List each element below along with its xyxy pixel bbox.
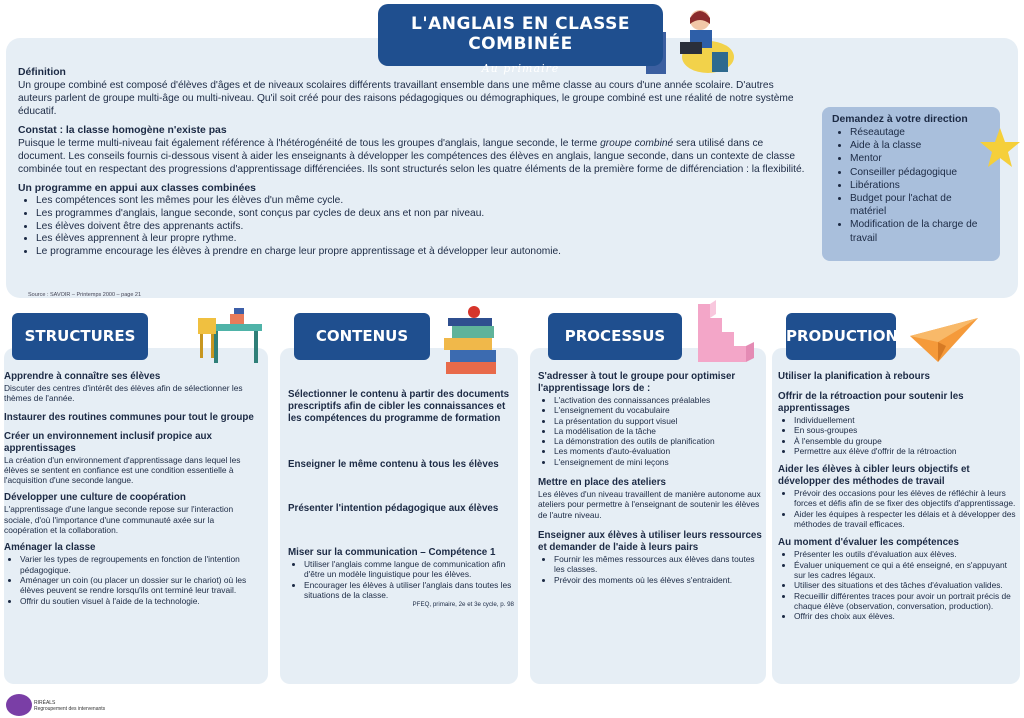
structures-s5-list — [20, 554, 256, 605]
list-item: • Mentor — [850, 152, 990, 165]
title-banner — [378, 4, 663, 75]
processus-p2-title: Mettre en place des ateliers — [538, 477, 666, 489]
list-item: • Les élèves apprennent à leur propre rythme. — [36, 233, 808, 246]
contenus-source: PFEQ, primaire, 2e et 3e cycle, p. 98 — [412, 601, 514, 609]
structures-s3-text: La création d'un environnement d'apprentissage dans lequel les élèves se sentent en confiance est une condition essentielle à l'acquisition d'une seconde langue. — [4, 454, 241, 486]
list-item: • Utiliser des situations et des tâches d'évaluation valides. — [794, 580, 1016, 590]
productions-r2-title: Offrir de la rétroaction pour soutenir les apprentissages — [778, 391, 964, 414]
processus-p2-text: Les élèves d'un niveau travaillent de manière autonome aux ateliers pour permettre à l'enseignant de soutenir les élèves de l'autre niveau. — [538, 489, 761, 520]
constat-text — [18, 137, 808, 176]
structures-s1-title: Apprendre à connaître ses élèves — [4, 371, 161, 382]
contenus-c4-title: Miser sur la communication – Compétence 1 — [288, 547, 496, 558]
organization-logo — [6, 694, 32, 716]
contenus-c3-title: Présenter l'intention pédagogique aux élèves — [288, 503, 499, 514]
productions-r3-list — [794, 488, 1016, 529]
processus-header: PROCESSUS — [548, 313, 682, 360]
productions-header: PRODUCTIONS — [786, 313, 896, 360]
list-item: • L'enseignement du vocabulaire — [554, 405, 762, 415]
list-item: • L'activation des connaissances préalables — [554, 395, 762, 405]
list-item: • Les compétences sont les mêmes pour les élèves d'un même cycle. — [36, 195, 808, 208]
programme-title: Un programme en appui aux classes combinées — [18, 183, 256, 194]
list-item: • Conseiller pédagogique — [850, 166, 990, 179]
direction-box — [822, 107, 1000, 261]
processus-p1-title: S'adresser à tout le groupe pour optimiser l'apprentissage lors de : — [538, 371, 736, 394]
stairs-icon — [694, 300, 758, 366]
list-item: • Budget pour l'achat de matériel — [850, 192, 990, 218]
paper-plane-icon — [908, 314, 980, 364]
productions-r3-title: Aider les élèves à cibler leurs objectifs et développer des méthodes de travail — [778, 464, 970, 488]
structures-body — [4, 366, 256, 606]
productions-r4-title: Au moment d'évaluer les compétences — [778, 537, 959, 549]
list-item: • Le programme encourage les élèves à prendre en charge leur propre apprentissage et à développer leur autonomie. — [36, 246, 808, 259]
page-subtitle: Au primaire — [481, 62, 560, 75]
processus-p3-title: Enseigner aux élèves à utiliser leurs ressources et demander de l'aide à leurs pairs — [538, 529, 762, 553]
productions-body — [778, 366, 1016, 621]
structures-s3-title: Créer un environnement inclusif propice aux apprentissages — [4, 430, 212, 454]
contenus-c2-title: Enseigner le même contenu à tous les élèves — [288, 459, 499, 470]
list-item: • L'enseignement de mini leçons — [554, 457, 762, 467]
processus-p1-list — [554, 395, 762, 467]
structures-s1-text: Discuter des centres d'intérêt des élèves afin de sélectionner les thèmes de l'année. — [4, 383, 243, 404]
processus-p3-list — [554, 554, 762, 585]
contenus-c1-title: Sélectionner le contenu à partir des documents prescriptifs afin de cibler les connaissances et les compétences du programme de formation — [288, 389, 510, 424]
list-item: • La modélisation de la tâche — [554, 426, 762, 436]
structures-s4-text: L'apprentissage d'une langue seconde repose sur l'interaction sociale, d'où l'importance d'une communauté axée sur la coopération et la collaboration. — [4, 504, 234, 536]
star-icon — [978, 126, 1022, 170]
list-item: • La démonstration des outils de planification — [554, 436, 762, 446]
list-item: • Libérations — [850, 179, 990, 192]
direction-list — [850, 126, 990, 245]
page-title: L'ANGLAIS EN CLASSE COMBINÉE — [411, 14, 630, 54]
desk-icon — [196, 306, 268, 368]
constat-title: Constat : la classe homogène n'existe pas — [18, 125, 227, 136]
list-item: • Offrir des choix aux élèves. — [794, 611, 1016, 621]
list-item: • Individuellement — [794, 415, 1016, 425]
list-item: • Permettre aux élève d'offrir de la rétroaction — [794, 446, 1016, 456]
logo-name: RIRÉALS — [34, 700, 56, 706]
organization-logo-text — [34, 700, 105, 712]
structures-s4-title: Développer une culture de coopération — [4, 492, 186, 504]
list-item: • Encourager les élèves à utiliser l'anglais dans toutes les situations de la classe. — [304, 580, 514, 601]
structures-s5-title: Aménager la classe — [4, 542, 96, 554]
structures-header: STRUCTURES — [12, 313, 148, 360]
logo-caption: Regroupement des intervenants — [34, 706, 106, 712]
contenus-c4-list — [304, 559, 514, 600]
list-item: • La présentation du support visuel — [554, 416, 762, 426]
list-item: • Réseautage — [850, 126, 990, 139]
list-item: • Utiliser l'anglais comme langue de communication afin d'être un modèle linguistique pour les élèves. — [304, 559, 514, 580]
list-item: • Les moments d'auto-évaluation — [554, 446, 762, 456]
contenus-body — [288, 384, 514, 610]
direction-title: Demandez à votre direction — [832, 114, 968, 125]
constat-text-part1: Puisque le terme multi-niveau fait également référence à l'hétérogénéité de tous les groupes d'anglais, langue seconde, le terme — [18, 138, 601, 149]
definition-title: Définition — [18, 67, 66, 78]
productions-r4-list — [794, 549, 1016, 621]
intro-source: Source : SAVOIR – Printemps 2000 – page 21 — [28, 292, 142, 298]
constat-text-part2: sera utilisé dans ce document. Les conseils fournis ci-dessous visent à aider les enseignants à développer les compétences des élèves en anglais, langue seconde, dans un contexte de classe combinée tout en respectant des progressions d'apprentissage différenciées. Ils sont structurés selon les quatre éléments de la première forme de différenciation : la flexibilité. — [18, 138, 805, 175]
productions-r2-list — [794, 415, 1016, 456]
definition-text: Un groupe combiné est composé d'élèves d'âges et de niveaux scolaires différents travaillant ensemble dans une même classe au cours d'une année scolaire. D'autres auteurs parlent de groupe multi-âge ou multi-niveau. Qu'il soit créé pour des raisons pédagogiques ou démographiques, le groupe combiné est une réalité de notre système éducatif. — [18, 80, 794, 117]
programme-list — [36, 195, 808, 259]
list-item: • Varier les types de regroupements en fonction de l'intention pédagogique. — [20, 554, 256, 575]
list-item: • Prévoir des moments où les élèves s'entraident. — [554, 575, 762, 585]
productions-r1-title: Utiliser la planification à rebours — [778, 371, 930, 382]
constat-text-emphasis: groupe combiné — [600, 138, 674, 149]
list-item: • Aide à la classe — [850, 139, 990, 152]
books-icon — [440, 306, 506, 378]
list-item: • Présenter les outils d'évaluation aux élèves. — [794, 549, 1016, 559]
list-item: • À l'ensemble du groupe — [794, 436, 1016, 446]
list-item: • Offrir du soutien visuel à l'aide de la technologie. — [20, 596, 256, 606]
list-item: • Prévoir des occasions pour les élèves de réfléchir à leurs forces et défis afin de se fixer des objectifs d'apprentissage. — [794, 488, 1016, 509]
list-item: • Aider les équipes à respecter les délais et à développer des méthodes de travail efficaces. — [794, 509, 1016, 530]
list-item: • Les élèves doivent être des apprenants actifs. — [36, 221, 808, 234]
list-item: • Aménager un coin (ou placer un dossier sur le chariot) où les élèves peuvent se rendre lorsqu'ils ont terminé leur travail. — [20, 575, 256, 596]
contenus-header: CONTENUS — [294, 313, 430, 360]
list-item: • Recueillir différentes traces pour avoir un portrait précis de chaque élève (observation, conversation, production). — [794, 591, 1016, 612]
list-item: • En sous-groupes — [794, 425, 1016, 435]
intro-section — [18, 66, 808, 259]
list-item: • Fournir les mêmes ressources aux élèves dans toutes les classes. — [554, 554, 762, 575]
processus-body — [538, 366, 762, 585]
list-item: • Évaluer uniquement ce qui a été enseigné, en s'appuyant sur les cadres légaux. — [794, 560, 1016, 581]
structures-s2-title: Instaurer des routines communes pour tout le groupe — [4, 411, 254, 423]
list-item: • Modification de la charge de travail — [850, 218, 990, 244]
list-item: • Les programmes d'anglais, langue seconde, sont conçus par cycles de deux ans et non par niveau. — [36, 208, 808, 221]
